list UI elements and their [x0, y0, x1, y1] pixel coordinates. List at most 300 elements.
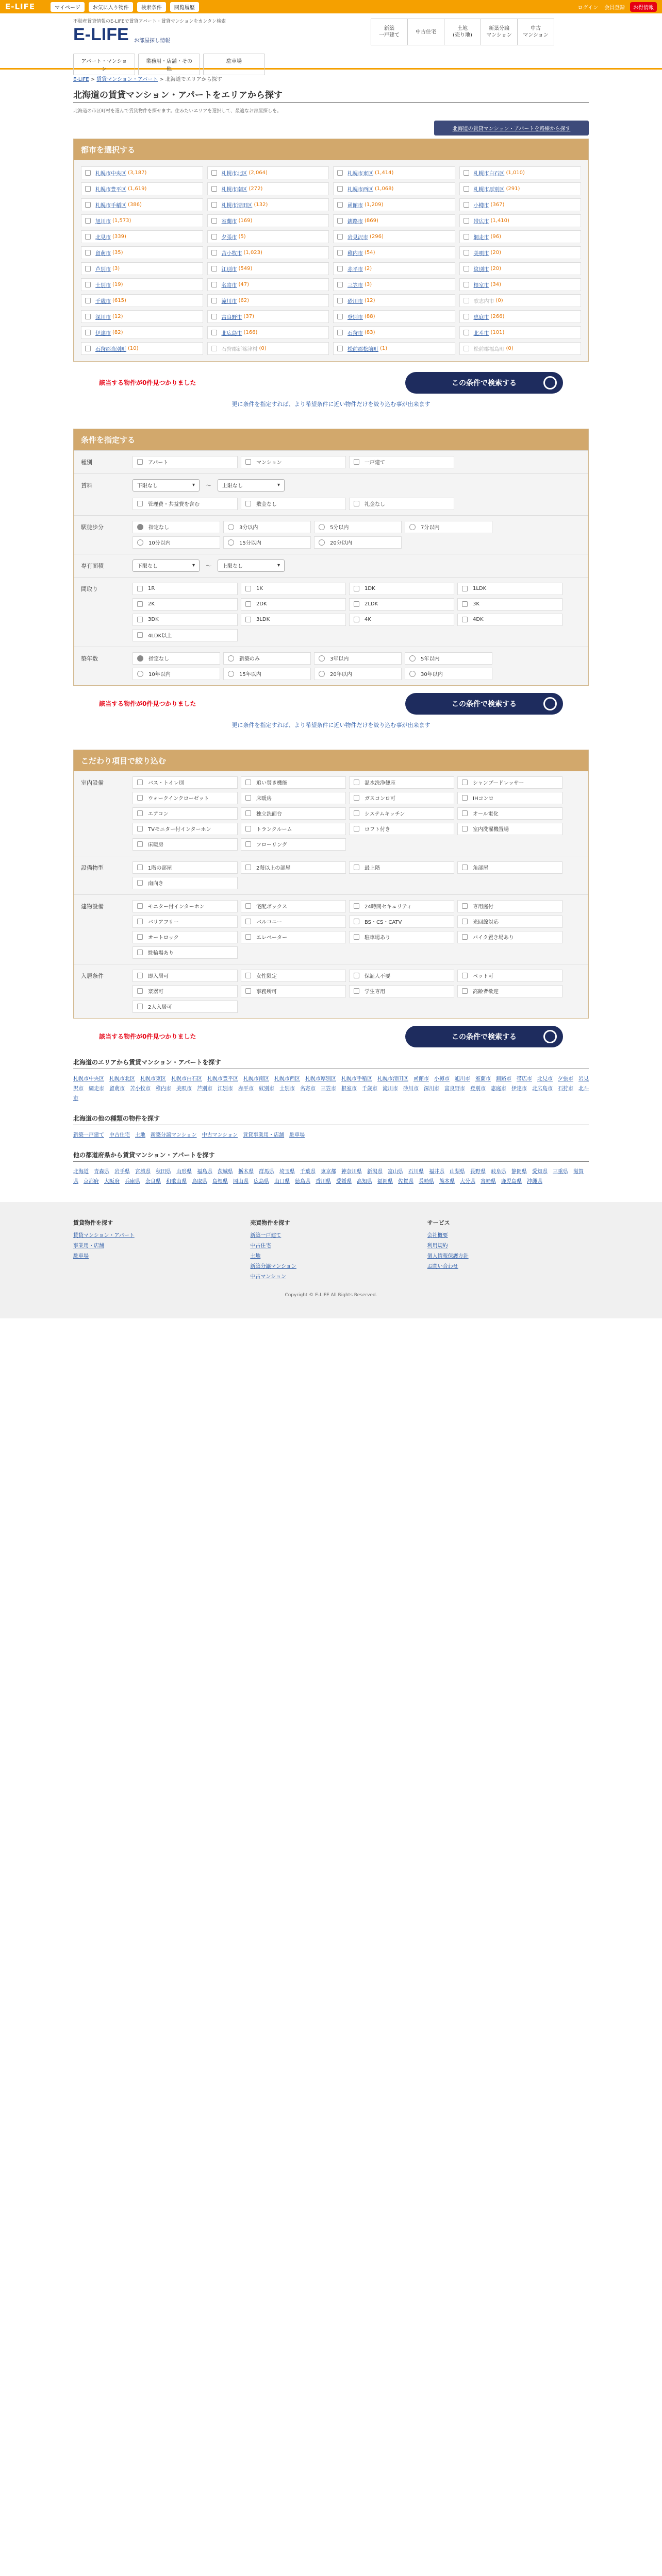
kodawari-option[interactable]: [133, 861, 238, 874]
checkbox-icon[interactable]: [337, 234, 343, 240]
layout-option[interactable]: [457, 614, 562, 626]
pref-link[interactable]: 千葉県: [300, 1168, 316, 1175]
type-link[interactable]: 土地: [135, 1132, 145, 1138]
city-link[interactable]: 小樽市: [473, 202, 489, 209]
rent-from-select[interactable]: 下限なし ▾: [133, 479, 200, 492]
area-link[interactable]: 札幌市豊平区: [207, 1076, 238, 1082]
checkbox-icon[interactable]: [354, 988, 359, 994]
pref-link[interactable]: 愛知県: [532, 1168, 548, 1175]
top-logo[interactable]: E-LIFE: [5, 2, 36, 11]
checkbox-icon[interactable]: [211, 314, 217, 319]
pref-link[interactable]: 埼玉県: [279, 1168, 295, 1175]
area-link[interactable]: 札幌市北区: [109, 1076, 135, 1082]
checkbox-icon[interactable]: [211, 330, 217, 335]
kodawari-option[interactable]: [133, 970, 238, 982]
checkbox-icon[interactable]: [85, 266, 91, 272]
city-item[interactable]: [81, 182, 203, 195]
layout-option[interactable]: [349, 598, 454, 611]
checkbox-icon[interactable]: [462, 810, 468, 816]
checkbox-icon[interactable]: [137, 903, 143, 909]
checkbox-icon[interactable]: [337, 282, 343, 287]
checkbox-icon[interactable]: [85, 282, 91, 287]
area-to-select[interactable]: 上限なし ▾: [218, 560, 285, 572]
checkbox-icon[interactable]: [85, 298, 91, 303]
city-item[interactable]: [333, 198, 455, 211]
kodawari-option[interactable]: [133, 776, 238, 789]
pref-link[interactable]: 三重県: [553, 1168, 568, 1175]
city-link[interactable]: 帯広市: [473, 218, 489, 225]
area-link[interactable]: 苫小牧市: [130, 1086, 151, 1092]
checkbox-icon[interactable]: [337, 346, 343, 351]
checkbox-icon[interactable]: [354, 865, 359, 870]
city-link[interactable]: 伊達市: [95, 330, 111, 336]
kodawari-option[interactable]: [241, 776, 346, 789]
footer-link[interactable]: 個人情報保護方針: [427, 1253, 469, 1259]
pref-link[interactable]: 静岡県: [511, 1168, 527, 1175]
layout-option[interactable]: [133, 583, 238, 595]
search-button[interactable]: この条件で検索する: [405, 1026, 563, 1047]
checkbox-icon[interactable]: [245, 934, 251, 940]
checkbox-icon[interactable]: [137, 865, 143, 870]
city-link[interactable]: 千歳市: [95, 298, 111, 304]
checkbox-icon[interactable]: [137, 826, 143, 832]
city-link[interactable]: 札幌市厚別区: [473, 187, 505, 193]
checkbox-icon[interactable]: [137, 632, 143, 638]
checkbox-icon[interactable]: [137, 601, 143, 607]
city-link[interactable]: 旭川市: [95, 218, 111, 225]
city-item[interactable]: [81, 262, 203, 275]
age-option[interactable]: [223, 652, 311, 665]
walk-option[interactable]: [405, 521, 492, 533]
kodawari-option[interactable]: [241, 792, 346, 804]
pref-link[interactable]: 佐賀県: [398, 1178, 413, 1184]
deal-badge[interactable]: お得情報: [630, 2, 657, 12]
checkbox-icon[interactable]: [137, 779, 143, 785]
walk-option[interactable]: [314, 536, 402, 549]
kodawari-option[interactable]: [349, 916, 454, 928]
checkbox-icon[interactable]: [354, 617, 359, 622]
city-item[interactable]: [333, 294, 455, 307]
city-item[interactable]: [459, 166, 582, 179]
city-item[interactable]: [81, 278, 203, 291]
city-item[interactable]: [333, 278, 455, 291]
age-option[interactable]: [405, 652, 492, 665]
footer-link[interactable]: 土地: [250, 1253, 261, 1259]
age-option[interactable]: [133, 668, 220, 680]
city-item[interactable]: [207, 214, 329, 227]
type-link[interactable]: 新築一戸建て: [73, 1132, 104, 1138]
city-item[interactable]: [81, 326, 203, 339]
pref-link[interactable]: 群馬県: [259, 1168, 274, 1175]
pref-link[interactable]: 兵庫県: [125, 1178, 140, 1184]
type-link[interactable]: 中古住宅: [109, 1132, 130, 1138]
header-nav-item[interactable]: 中古住宅: [407, 19, 444, 45]
radio-icon[interactable]: [319, 524, 325, 530]
area-link[interactable]: 北見市: [537, 1076, 553, 1082]
breadcrumb-rental[interactable]: 賃貸マンション・アパート: [96, 77, 158, 82]
city-link[interactable]: 苫小牧市: [221, 250, 242, 257]
area-link[interactable]: 名寄市: [300, 1086, 316, 1092]
area-link[interactable]: 札幌市手稲区: [341, 1076, 372, 1082]
checkbox-icon[interactable]: [137, 841, 143, 847]
type-link[interactable]: 賃貸事業用・店舗: [243, 1132, 285, 1138]
checkbox-icon[interactable]: [137, 795, 143, 801]
kodawari-option[interactable]: [457, 776, 562, 789]
kodawari-option[interactable]: [457, 985, 562, 997]
area-link[interactable]: 札幌市東区: [140, 1076, 166, 1082]
city-item[interactable]: [459, 182, 582, 195]
radio-icon[interactable]: [228, 539, 234, 546]
pref-link[interactable]: 鹿児島県: [501, 1178, 522, 1184]
city-link[interactable]: 石狩郡当別町: [95, 346, 126, 352]
radio-icon[interactable]: [319, 671, 325, 677]
header-nav-item[interactable]: 新築分譲 マンション: [481, 19, 518, 45]
pref-link[interactable]: 石川県: [408, 1168, 424, 1175]
header-nav-item[interactable]: 新築 一戸建て: [371, 19, 408, 45]
pref-link[interactable]: 神奈川県: [341, 1168, 362, 1175]
checkbox-icon[interactable]: [245, 795, 251, 801]
area-link[interactable]: 江別市: [218, 1086, 233, 1092]
checkbox-icon[interactable]: [354, 586, 359, 591]
checkbox-icon[interactable]: [464, 282, 469, 287]
city-item[interactable]: [333, 326, 455, 339]
type-link[interactable]: 新築分譲マンション: [151, 1132, 197, 1138]
checkbox-icon[interactable]: [245, 973, 251, 978]
city-item[interactable]: [207, 262, 329, 275]
footer-link[interactable]: 賃貸マンション・アパート: [73, 1232, 135, 1239]
checkbox-icon[interactable]: [462, 779, 468, 785]
footer-link[interactable]: 会社概要: [427, 1232, 448, 1239]
city-link[interactable]: 士別市: [95, 282, 111, 289]
radio-icon[interactable]: [228, 524, 234, 530]
city-link[interactable]: 北見市: [95, 234, 111, 241]
kodawari-option[interactable]: [133, 877, 238, 889]
checkbox-icon[interactable]: [337, 186, 343, 192]
city-link[interactable]: 松前郡松前町: [347, 346, 378, 352]
city-link[interactable]: 芦別市: [95, 266, 111, 273]
city-item[interactable]: [459, 278, 582, 291]
area-link[interactable]: 石狩市: [558, 1086, 573, 1092]
pref-link[interactable]: 秋田県: [156, 1168, 171, 1175]
checkbox-icon[interactable]: [85, 314, 91, 319]
breadcrumb-home[interactable]: E-LIFE: [73, 77, 89, 82]
layout-option[interactable]: [133, 598, 238, 611]
login-link[interactable]: ログイン: [577, 5, 598, 11]
age-option[interactable]: [314, 652, 402, 665]
checkbox-icon[interactable]: [137, 501, 143, 506]
pref-link[interactable]: 富山県: [388, 1168, 403, 1175]
city-item[interactable]: [207, 326, 329, 339]
pref-link[interactable]: 熊本県: [439, 1178, 455, 1184]
pref-link[interactable]: 広島県: [254, 1178, 269, 1184]
checkbox-icon[interactable]: [137, 973, 143, 978]
checkbox-icon[interactable]: [85, 218, 91, 224]
kodawari-option[interactable]: [241, 838, 346, 851]
checkbox-icon[interactable]: [85, 186, 91, 192]
pref-link[interactable]: 山梨県: [450, 1168, 465, 1175]
checkbox-icon[interactable]: [137, 919, 143, 924]
checkbox-icon[interactable]: [245, 903, 251, 909]
checkbox-icon[interactable]: [245, 826, 251, 832]
pref-link[interactable]: 福岡県: [377, 1178, 393, 1184]
area-link[interactable]: 富良野市: [444, 1086, 465, 1092]
checkbox-icon[interactable]: [137, 988, 143, 994]
header-nav-item[interactable]: 土地 (売り地): [444, 19, 481, 45]
pref-link[interactable]: 宮城県: [135, 1168, 151, 1175]
footer-link[interactable]: 利用規約: [427, 1243, 448, 1249]
kodawari-option[interactable]: [457, 916, 562, 928]
checkbox-icon[interactable]: [462, 934, 468, 940]
city-item[interactable]: [81, 310, 203, 323]
checkbox-icon[interactable]: [211, 202, 217, 208]
radio-icon[interactable]: [137, 539, 143, 546]
city-item[interactable]: [333, 214, 455, 227]
city-item[interactable]: [333, 342, 455, 355]
checkbox-icon[interactable]: [85, 234, 91, 240]
city-link[interactable]: 三笠市: [347, 282, 363, 289]
kodawari-option[interactable]: [457, 792, 562, 804]
area-link[interactable]: 札幌市西区: [274, 1076, 300, 1082]
layout-option[interactable]: [241, 583, 346, 595]
city-link[interactable]: 函館市: [347, 202, 363, 209]
checkbox-icon[interactable]: [137, 617, 143, 622]
checkbox-icon[interactable]: [354, 501, 359, 506]
kodawari-option[interactable]: [349, 900, 454, 912]
city-link[interactable]: 釧路市: [347, 218, 363, 225]
pref-link[interactable]: 和歌山県: [166, 1178, 187, 1184]
pref-link[interactable]: 茨城県: [218, 1168, 233, 1175]
checkbox-icon[interactable]: [211, 234, 217, 240]
area-link[interactable]: 登別市: [470, 1086, 486, 1092]
type-option[interactable]: [349, 456, 454, 468]
pref-link[interactable]: 東京都: [321, 1168, 336, 1175]
checkbox-icon[interactable]: [137, 810, 143, 816]
city-link[interactable]: 深川市: [95, 314, 111, 320]
checkbox-icon[interactable]: [211, 218, 217, 224]
city-link[interactable]: 恵庭市: [473, 314, 489, 320]
city-link[interactable]: 稚内市: [347, 250, 363, 257]
checkbox-icon[interactable]: [211, 186, 217, 192]
layout-option[interactable]: [133, 629, 238, 641]
area-link[interactable]: 美唄市: [176, 1086, 192, 1092]
checkbox-icon[interactable]: [245, 586, 251, 591]
radio-icon[interactable]: [228, 671, 234, 677]
kodawari-option[interactable]: [457, 900, 562, 912]
checkbox-icon[interactable]: [137, 950, 143, 955]
area-link[interactable]: 札幌市中央区: [73, 1076, 104, 1082]
checkbox-icon[interactable]: [85, 170, 91, 176]
pref-link[interactable]: 奈良県: [145, 1178, 161, 1184]
rent-option[interactable]: [349, 498, 454, 510]
area-link[interactable]: 札幌市清田区: [377, 1076, 408, 1082]
checkbox-icon[interactable]: [464, 186, 469, 192]
pref-link[interactable]: 徳島県: [295, 1178, 310, 1184]
radio-icon[interactable]: [137, 655, 143, 662]
checkbox-icon[interactable]: [462, 973, 468, 978]
city-link[interactable]: 北広島市: [221, 330, 242, 336]
kodawari-option[interactable]: [349, 861, 454, 874]
checkbox-icon[interactable]: [245, 810, 251, 816]
kodawari-option[interactable]: [241, 823, 346, 835]
checkbox-icon[interactable]: [464, 266, 469, 272]
pref-link[interactable]: 山形県: [176, 1168, 192, 1175]
city-item[interactable]: [207, 230, 329, 243]
pref-link[interactable]: 高知県: [357, 1178, 372, 1184]
checkbox-icon[interactable]: [462, 865, 468, 870]
pref-link[interactable]: 大分県: [460, 1178, 475, 1184]
pref-link[interactable]: 山口県: [274, 1178, 290, 1184]
pref-link[interactable]: 栃木県: [238, 1168, 254, 1175]
area-link[interactable]: 夕張市: [558, 1076, 573, 1082]
header-nav-item[interactable]: 中古 マンション: [517, 19, 554, 45]
kodawari-option[interactable]: [133, 823, 238, 835]
checkbox-icon[interactable]: [337, 202, 343, 208]
walk-option[interactable]: [133, 521, 220, 533]
kodawari-option[interactable]: [133, 946, 238, 959]
checkbox-icon[interactable]: [245, 617, 251, 622]
tb-link-history[interactable]: 閲覧履歴: [170, 2, 199, 12]
kodawari-option[interactable]: [241, 807, 346, 820]
checkbox-icon[interactable]: [137, 880, 143, 886]
checkbox-icon[interactable]: [245, 988, 251, 994]
city-item[interactable]: [459, 262, 582, 275]
tb-link-conditions[interactable]: 検索条件: [137, 2, 166, 12]
age-option[interactable]: [223, 668, 311, 680]
checkbox-icon[interactable]: [85, 250, 91, 256]
checkbox-icon[interactable]: [354, 795, 359, 801]
city-item[interactable]: [207, 246, 329, 259]
area-link[interactable]: 札幌市南区: [243, 1076, 269, 1082]
pref-link[interactable]: 宮崎県: [481, 1178, 496, 1184]
pref-link[interactable]: 岩手県: [114, 1168, 130, 1175]
checkbox-icon[interactable]: [137, 934, 143, 940]
kodawari-option[interactable]: [349, 807, 454, 820]
radio-icon[interactable]: [228, 655, 234, 662]
kodawari-option[interactable]: [133, 931, 238, 943]
kodawari-option[interactable]: [349, 792, 454, 804]
checkbox-icon[interactable]: [462, 601, 468, 607]
area-from-select[interactable]: 下限なし ▾: [133, 560, 200, 572]
checkbox-icon[interactable]: [354, 934, 359, 940]
checkbox-icon[interactable]: [337, 218, 343, 224]
city-item[interactable]: [81, 342, 203, 355]
city-item[interactable]: [81, 246, 203, 259]
layout-option[interactable]: [241, 614, 346, 626]
checkbox-icon[interactable]: [464, 250, 469, 256]
radio-icon[interactable]: [137, 671, 143, 677]
city-item[interactable]: [333, 310, 455, 323]
city-item[interactable]: [207, 310, 329, 323]
pref-link[interactable]: 長崎県: [419, 1178, 434, 1184]
area-link[interactable]: 芦別市: [197, 1086, 212, 1092]
checkbox-icon[interactable]: [354, 919, 359, 924]
pref-link[interactable]: 岐阜県: [491, 1168, 506, 1175]
city-item[interactable]: [207, 278, 329, 291]
layout-option[interactable]: [457, 598, 562, 611]
radio-icon[interactable]: [319, 655, 325, 662]
city-item[interactable]: [81, 230, 203, 243]
city-link[interactable]: 富良野市: [221, 314, 242, 320]
kodawari-option[interactable]: [457, 861, 562, 874]
area-link[interactable]: 紋別市: [259, 1086, 274, 1092]
footer-link[interactable]: 中古マンション: [250, 1274, 286, 1280]
radio-icon[interactable]: [137, 524, 143, 530]
city-link[interactable]: 滝川市: [221, 298, 237, 304]
city-item[interactable]: [333, 182, 455, 195]
radio-icon[interactable]: [409, 524, 416, 530]
walk-option[interactable]: [314, 521, 402, 533]
city-link[interactable]: 札幌市東区: [347, 171, 373, 177]
layout-option[interactable]: [349, 614, 454, 626]
checkbox-icon[interactable]: [211, 170, 217, 176]
kodawari-option[interactable]: [241, 985, 346, 997]
area-link[interactable]: 稚内市: [156, 1086, 171, 1092]
city-link[interactable]: 札幌市北区: [221, 171, 247, 177]
area-link[interactable]: 帯広市: [517, 1076, 532, 1082]
city-link[interactable]: 紋別市: [473, 266, 489, 273]
checkbox-icon[interactable]: [245, 459, 251, 465]
pref-link[interactable]: 青森県: [94, 1168, 109, 1175]
area-link[interactable]: 函館市: [413, 1076, 429, 1082]
checkbox-icon[interactable]: [245, 601, 251, 607]
city-link[interactable]: 網走市: [473, 234, 489, 241]
checkbox-icon[interactable]: [85, 202, 91, 208]
checkbox-icon[interactable]: [337, 298, 343, 303]
checkbox-icon[interactable]: [462, 586, 468, 591]
pref-link[interactable]: 沖縄県: [527, 1178, 542, 1184]
city-link[interactable]: 留萌市: [95, 250, 111, 257]
city-link[interactable]: 赤平市: [347, 266, 363, 273]
city-link[interactable]: 岩見沢市: [347, 234, 368, 241]
walk-option[interactable]: [223, 536, 311, 549]
category-tab[interactable]: アパート・マンション: [73, 54, 135, 75]
city-link[interactable]: 札幌市豊平区: [95, 187, 126, 193]
layout-option[interactable]: [349, 583, 454, 595]
footer-link[interactable]: 新築分譲マンション: [250, 1263, 296, 1269]
area-link[interactable]: 千歳市: [362, 1086, 377, 1092]
area-link[interactable]: 岩見沢市: [73, 1076, 589, 1092]
pref-link[interactable]: 福井県: [429, 1168, 444, 1175]
kodawari-option[interactable]: [457, 931, 562, 943]
city-item[interactable]: [333, 246, 455, 259]
city-item[interactable]: [459, 230, 582, 243]
checkbox-icon[interactable]: [245, 865, 251, 870]
city-link[interactable]: 美唄市: [473, 250, 489, 257]
checkbox-icon[interactable]: [245, 779, 251, 785]
checkbox-icon[interactable]: [464, 314, 469, 319]
footer-link[interactable]: お問い合わせ: [427, 1263, 458, 1269]
pref-link[interactable]: 島根県: [212, 1178, 228, 1184]
radio-icon[interactable]: [409, 655, 416, 662]
city-item[interactable]: [459, 310, 582, 323]
type-link[interactable]: 駐車場: [289, 1132, 305, 1138]
area-link[interactable]: 札幌市白石区: [171, 1076, 202, 1082]
city-item[interactable]: [207, 198, 329, 211]
city-link[interactable]: 名寄市: [221, 282, 237, 289]
radio-icon[interactable]: [409, 671, 416, 677]
kodawari-option[interactable]: [133, 985, 238, 997]
kodawari-option[interactable]: [133, 838, 238, 851]
age-option[interactable]: [405, 668, 492, 680]
city-item[interactable]: [207, 166, 329, 179]
pref-link[interactable]: 岡山県: [233, 1178, 249, 1184]
checkbox-icon[interactable]: [464, 234, 469, 240]
city-link[interactable]: 砂川市: [347, 298, 363, 304]
kodawari-option[interactable]: [349, 931, 454, 943]
checkbox-icon[interactable]: [464, 330, 469, 335]
checkbox-icon[interactable]: [462, 617, 468, 622]
type-link[interactable]: 中古マンション: [202, 1132, 238, 1138]
